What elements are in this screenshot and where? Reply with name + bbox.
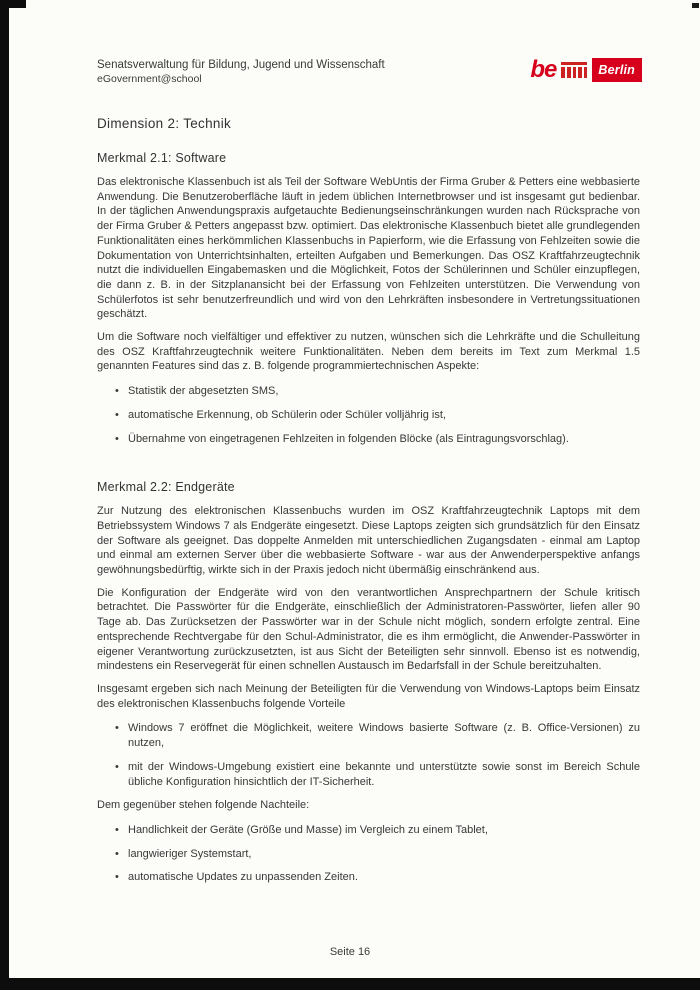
bullet-item: • Übernahme von eingetragenen Fehlzeiten in folgenden Blöcke (als Eintragungsvorschlag). [115, 432, 640, 447]
paragraph: Um die Software noch vielfältiger und effektiver zu nutzen, wünschen sich die Lehrkräfte und die Schulleitung des OSZ Kraftfahrzeugtechnik weitere Funktionalitäten. Neben dem bereits im Text zum Merkmal 1.5 genannten Features sind das z. B. folgende programmiertechnischen Aspekte: [97, 331, 640, 373]
bullet-item: • automatische Erkennung, ob Schülerin oder Schüler volljährig ist, [115, 408, 640, 423]
bullet-item: • langwieriger Systemstart, [115, 847, 640, 862]
page-title: Dimension 2: Technik [97, 116, 232, 131]
paragraph: Die Konfiguration der Endgeräte wird von den verantwortlichen Ansprechpartnern der Schule kritisch betrachtet. Die Passwörter für die Endgeräte, einschließlich der Administratoren-Passwörter, liefen aller 90 Tage ab. Das Zurücksetzen der Passwörter war in der Schule nicht möglich, sondern erfolgte zentral. Eine entsprechende Rechtvergabe für den Schul-Administrator, die es ihm ermöglicht, die Anwender-Passwörter in eigener Verantwortung zurückzusetzten, ist aus Sicht der Beteiligten sehr sinnvoll. Ebenso ist es notwendig, mindestens ein Reservegerät für einen schnellen Austausch im Bedarfsfall in der Schule bereitzuhalten. [97, 586, 640, 673]
software-wishlist [97, 384, 640, 446]
document-header [97, 58, 640, 94]
bullet-item: • Handlichkeit der Geräte (Größe und Masse) im Vergleich zu einem Tablet, [115, 823, 640, 838]
org-name: Senatsverwaltung für Bildung, Jugend und Wissenschaft [97, 59, 385, 71]
logo-berlin-badge: Berlin [592, 58, 642, 82]
paragraph: Zur Nutzung des elektronischen Klassenbuchs wurden im OSZ Kraftfahrzeugtechnik Laptops mit dem Betriebssystem Windows 7 als Endgeräte eingesetzt. Diese Laptops zeigten sich grundsätzlich für den Einsatz der Software als geeignet. Das doppelte Anmelden mit unterschiedlichen Zugangsdaten - einmal am Laptop und einmal am externen Server über die webbasierte Software - war aus der Anwenderperspektive anfangs gewöhnungsbedürftig, wirkte sich in der Praxis jedoch nicht übermäßig einschränkend aus. [97, 505, 640, 577]
paragraph: Dem gegenüber stehen folgende Nachteile: [97, 799, 310, 812]
section-heading-endgeraete: Merkmal 2.2: Endgeräte [97, 480, 235, 495]
bullet-item: • Statistik der abgesetzten SMS, [115, 384, 640, 399]
disadvantages-list [97, 823, 640, 885]
bullet-item: • Windows 7 eröffnet die Möglichkeit, weitere Windows basierte Software (z. B. Office-Versionen) zu nutzen, [115, 721, 640, 750]
scan-artifact-top-right [692, 3, 699, 8]
section-heading-software: Merkmal 2.1: Software [97, 151, 227, 165]
scan-artifact-bottom-edge [0, 978, 700, 990]
bullet-item: • automatische Updates zu unpassenden Zeiten. [115, 870, 640, 885]
page-number: Seite 16 [329, 946, 371, 958]
paragraph: Insgesamt ergeben sich nach Meinung der Beteiligten für die Verwendung von Windows-Laptops beim Einsatz des elektronischen Klassenbuchs folgende Vorteile [97, 682, 640, 710]
page-content [97, 58, 640, 894]
program-name: eGovernment@school [97, 73, 202, 85]
bullet-item: • mit der Windows-Umgebung existiert eine bekannte und unterstützte sowie sonst im Bereich Schule übliche Konfiguration hinsichtlich der IT-Sicherheit. [115, 760, 640, 789]
logo-be-text: be [530, 56, 557, 83]
advantages-list [97, 721, 640, 789]
be-berlin-logo [530, 58, 642, 82]
paragraph: Das elektronische Klassenbuch ist als Teil der Software WebUntis der Firma Gruber & Petters eine webbasierte Anwendung. Die Benutzeroberfläche läuft in jedem üblichen Internetbrowser und ist insgesamt gut bedienbar. In der täglichen Anwendungspraxis aufgetauchte Bedienungseinschränkungen wurden nach Rücksprache von der Firma Gruber & Petters angepasst bzw. optimiert. Das elektronische Klassenbuch bietet alle grundlegenden Funktionalitäten eines herkömmlichen Klassenbuchs in Papierform, wie die Erfassung von Fehlzeiten sowie die Dokumentation von Unterrichtsinhalten, erteilten Aufgaben und Bemerkungen. Das OSZ Kraftfahrzeugtechnik nutzt die individuellen Eingabemasken und die Möglichkeit, Fotos der Schülerinnen und Schüler einzupflegen, die dann z. B. in der Sitzplanansicht bei der Erfassung von Fehlzeiten unterstützen. Die Verwendung von Schülerfotos ist sehr benutzerfreundlich und wird von den Lehrkräften insbesondere in Vertretungssituationen geschätzt. [97, 176, 640, 321]
scan-artifact-left-edge [0, 0, 9, 990]
brandenburg-gate-icon [561, 62, 587, 78]
